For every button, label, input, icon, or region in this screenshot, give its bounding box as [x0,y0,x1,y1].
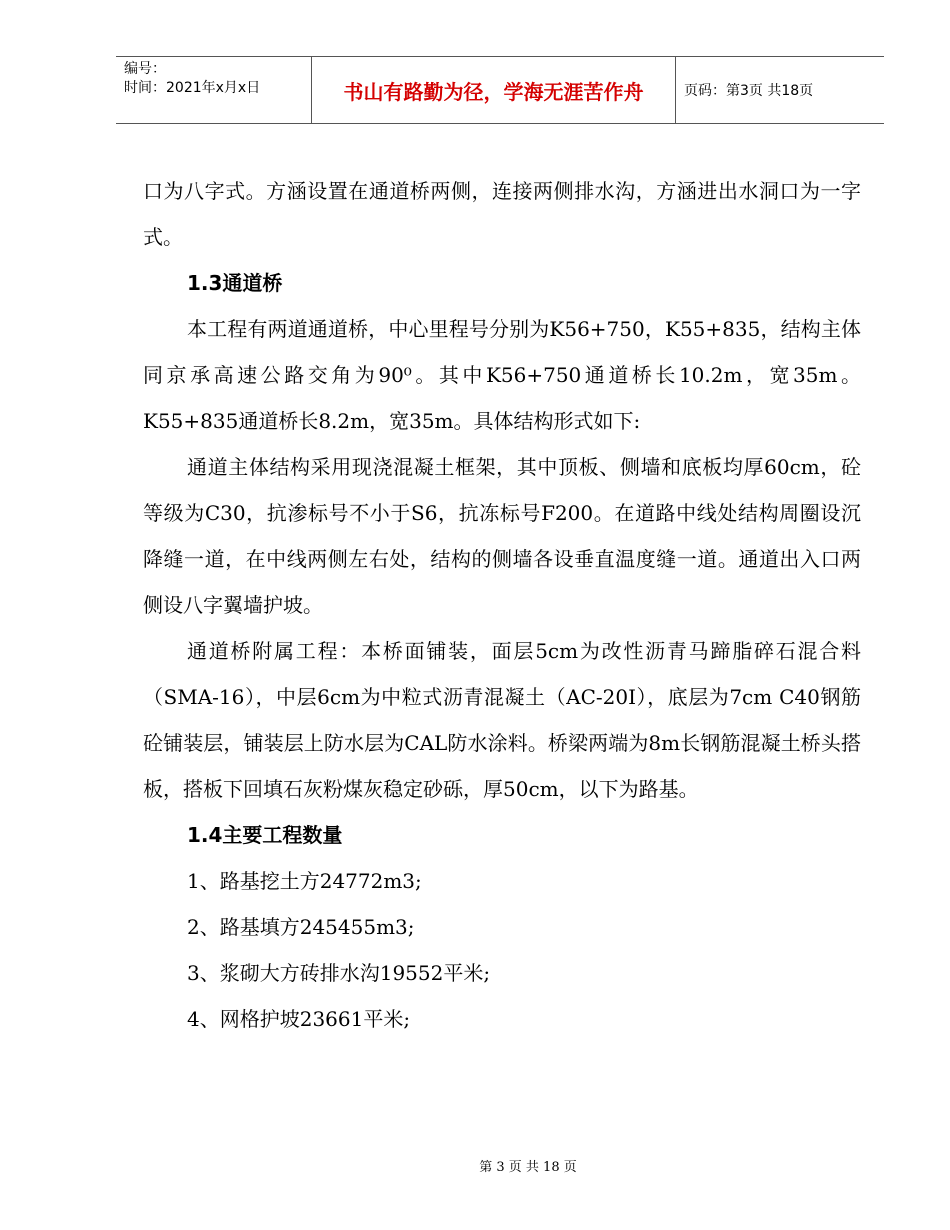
header-motto: 书山有路勤为径，学海无涯苦作舟 [312,57,676,123]
section-heading-1-3: 1.3通道桥 [187,271,283,295]
time-label: 时间：2021年x月x日 [124,80,261,96]
paragraph-1-3-a: 本工程有两道通道桥，中心里程号分别为K56+750，K55+835，结构主体同京承高速公路交角为90⁰。其中K56+750通道桥长10.2m，宽35m。K55+835通道桥长8.2m，宽35m。具体结构形式如下: [143,317,861,433]
code-label: 编号： [124,61,166,77]
paragraph-1-3-b: 通道主体结构采用现浇混凝土框架，其中顶板、侧墙和底板均厚60cm，砼等级为C30，抗渗标号不小于S6，抗冻标号F200。在道路中线处结构周圈设沉降缝一道，在中线两侧左右处，结构的侧墙各设垂直温度缝一道。通道出入口两侧设八字翼墙护坡。 [143,455,861,617]
list-item: 4、网格护坡23661平米; [187,1007,411,1031]
header-meta-cell [116,57,312,123]
list-item: 3、浆砌大方砖排水沟19552平米; [187,961,491,985]
section-heading-1-4: 1.4主要工程数量 [187,823,343,847]
document-body [143,168,861,1042]
intro-paragraph: 口为八字式。方涵设置在通道桥两侧，连接两侧排水沟，方涵进出水洞口为一字式。 [143,179,861,249]
page-footer: 第 3 页 共 18 页 [479,1160,577,1175]
page-header [116,56,884,124]
list-item: 1、路基挖土方24772m3; [187,869,422,893]
header-page-info: 页码：第3页 共18页 [684,83,814,99]
paragraph-1-3-c: 通道桥附属工程：本桥面铺装，面层5cm为改性沥青马蹄脂碎石混合料（SMA-16），中层6cm为中粒式沥青混凝土（AC-20I），底层为7cm C40钢筋砼铺装层，铺装层上防水层为CAL防水涂料。桥梁两端为8m长钢筋混凝土桥头搭板，搭板下回填石灰粉煤灰稳定砂砾，厚50cm，以下为路基。 [143,639,861,801]
list-item: 2、路基填方245455m3; [187,915,415,939]
